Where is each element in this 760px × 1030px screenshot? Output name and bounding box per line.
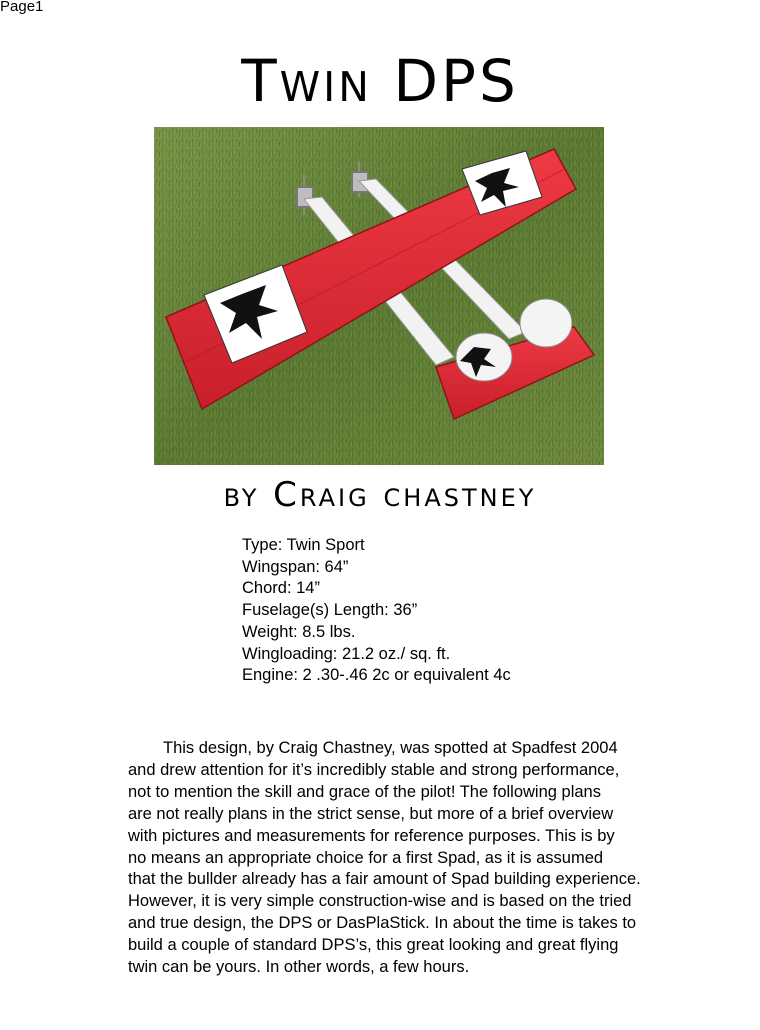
- spec-wingloading: Wingloading: 21.2 oz./ sq. ft.: [242, 644, 451, 663]
- page-label: Page1: [0, 0, 44, 15]
- body-line: with pictures and measurements for reference purposes. This is by: [128, 826, 615, 845]
- body-paragraph: [128, 738, 708, 979]
- body-line: build a couple of standard DPS’s, this great looking and great flying: [128, 936, 619, 955]
- spec-wingspan: Wingspan: 64”: [242, 557, 349, 576]
- body-line: and true design, the DPS or DasPlaStick. In about the time is takes to: [128, 914, 637, 933]
- spec-chord: Chord: 14”: [242, 579, 320, 598]
- body-line: no means an appropriate choice for a first Spad, as it is assumed: [128, 848, 604, 867]
- body-line: and drew attention for it’s incredibly stable and strong performance,: [128, 760, 620, 779]
- specs-list: [242, 535, 511, 687]
- body-line: that the bullder already has a fair amount of Spad building experience.: [128, 870, 641, 889]
- body-line: not to mention the skill and grace of the pilot! The following plans: [128, 782, 601, 801]
- body-line: twin can be yours. In other words, a few hours.: [128, 958, 470, 977]
- byline: by Craig chastney: [223, 475, 537, 515]
- spec-engine: Engine: 2 .30-.46 2c or equivalent 4c: [242, 666, 511, 685]
- airplane-photo: [154, 127, 604, 465]
- tail-fin-right: [520, 299, 572, 347]
- spec-fuselage-length: Fuselage(s) Length: 36”: [242, 601, 418, 620]
- body-line: However, it is very simple construction-wise and is based on the tried: [128, 892, 632, 911]
- spec-type: Type: Twin Sport: [242, 536, 365, 554]
- page-title: Twin DPS: [241, 47, 519, 115]
- body-line: This design, by Craig Chastney, was spotted at Spadfest 2004: [163, 739, 618, 757]
- spec-weight: Weight: 8.5 lbs.: [242, 622, 356, 641]
- body-line: are not really plans in the strict sense, but more of a brief overview: [128, 804, 614, 823]
